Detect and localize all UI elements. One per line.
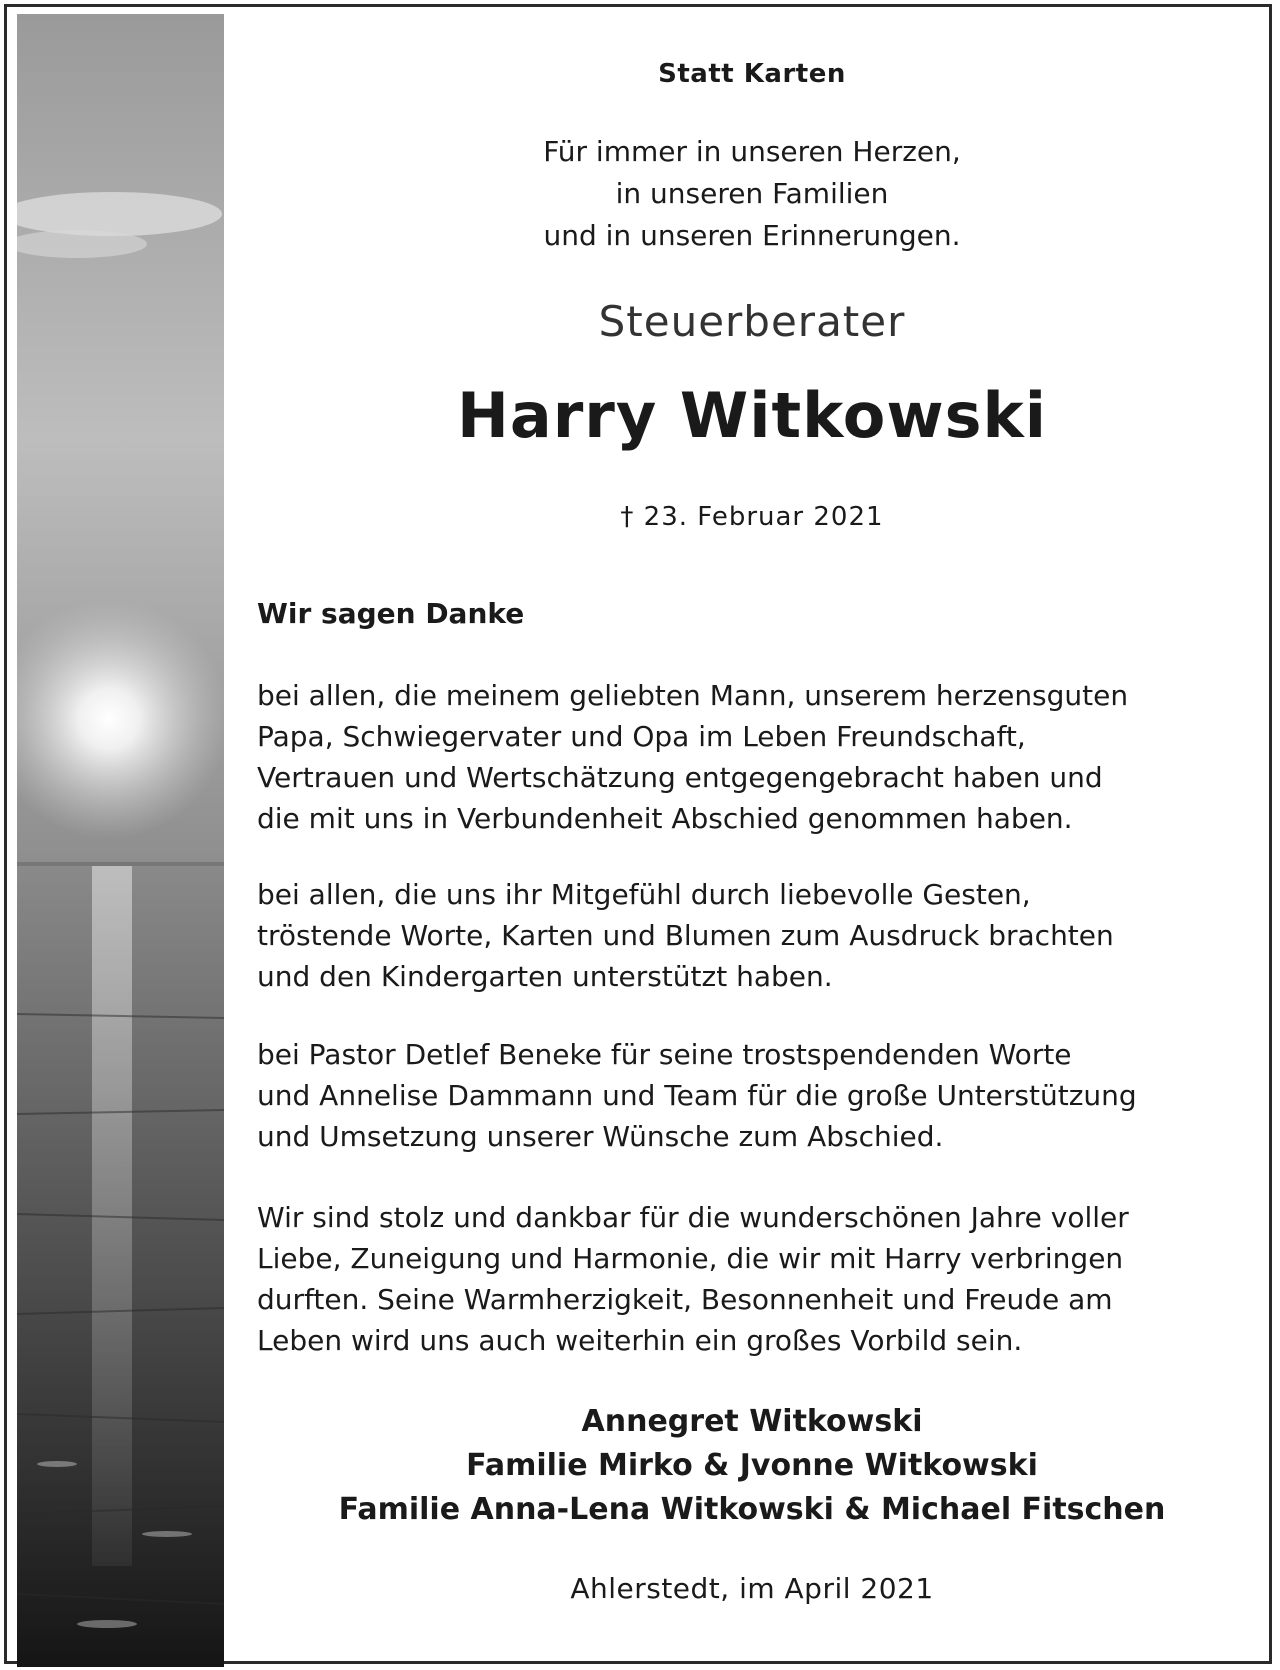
obituary-notice	[4, 4, 1272, 1664]
signer-name: Familie Anna-Lena Witkowski & Michael Fitschen	[338, 1492, 1166, 1527]
text-line: Liebe, Zuneigung und Harmonie, die wir mit Harry verbringen	[257, 1242, 1124, 1275]
text-line: die mit uns in Verbundenheit Abschied genommen haben.	[257, 802, 1073, 835]
text-line: bei allen, die meinem geliebten Mann, unserem herzensguten	[257, 679, 1129, 712]
text-line: Wir sind stolz und dankbar für die wunderschönen Jahre voller	[257, 1201, 1129, 1234]
text-line: Vertrauen und Wertschätzung entgegengebracht haben und	[257, 761, 1103, 794]
text-line: und den Kindergarten unterstützt haben.	[257, 960, 833, 993]
motto-line: und in unseren Erinnerungen.	[543, 219, 961, 252]
thanks-paragraph	[257, 874, 1247, 997]
thanks-paragraph	[257, 1034, 1247, 1157]
text-line: und Annelise Dammann und Team für die große Unterstützung	[257, 1079, 1137, 1112]
text-line: bei allen, die uns ihr Mitgefühl durch liebevolle Gesten,	[257, 878, 1031, 911]
text-line: bei Pastor Detlef Beneke für seine trostspendenden Worte	[257, 1038, 1072, 1071]
text-line: Leben wird uns auch weiterhin ein großes Vorbild sein.	[257, 1324, 1023, 1357]
text-line: und Umsetzung unserer Wünsche zum Abschied.	[257, 1120, 944, 1153]
signers	[257, 1400, 1247, 1532]
deceased-name: Harry Witkowski	[457, 379, 1047, 452]
death-date: † 23. Februar 2021	[620, 502, 884, 532]
signer-name: Familie Mirko & Jvonne Witkowski	[466, 1448, 1038, 1483]
sunset-over-sea-image	[17, 14, 224, 1667]
header-statt-karten: Statt Karten	[658, 59, 846, 89]
motto-line: Für immer in unseren Herzen,	[543, 135, 961, 168]
text-line: durften. Seine Warmherzigkeit, Besonnenheit und Freude am	[257, 1283, 1113, 1316]
motto	[257, 131, 1247, 257]
signer-name: Annegret Witkowski	[581, 1404, 923, 1439]
motto-line: in unseren Familien	[615, 177, 889, 210]
thanks-paragraph	[257, 675, 1247, 839]
text-line: Papa, Schwiegervater und Opa im Leben Freundschaft,	[257, 720, 1026, 753]
profession-title: Steuerberater	[598, 297, 906, 346]
text-line: tröstende Worte, Karten und Blumen zum Ausdruck brachten	[257, 919, 1114, 952]
notice-text-area	[257, 7, 1247, 1667]
closing-paragraph	[257, 1197, 1247, 1361]
thanks-heading: Wir sagen Danke	[257, 597, 525, 630]
place-and-date: Ahlerstedt, im April 2021	[570, 1572, 934, 1605]
